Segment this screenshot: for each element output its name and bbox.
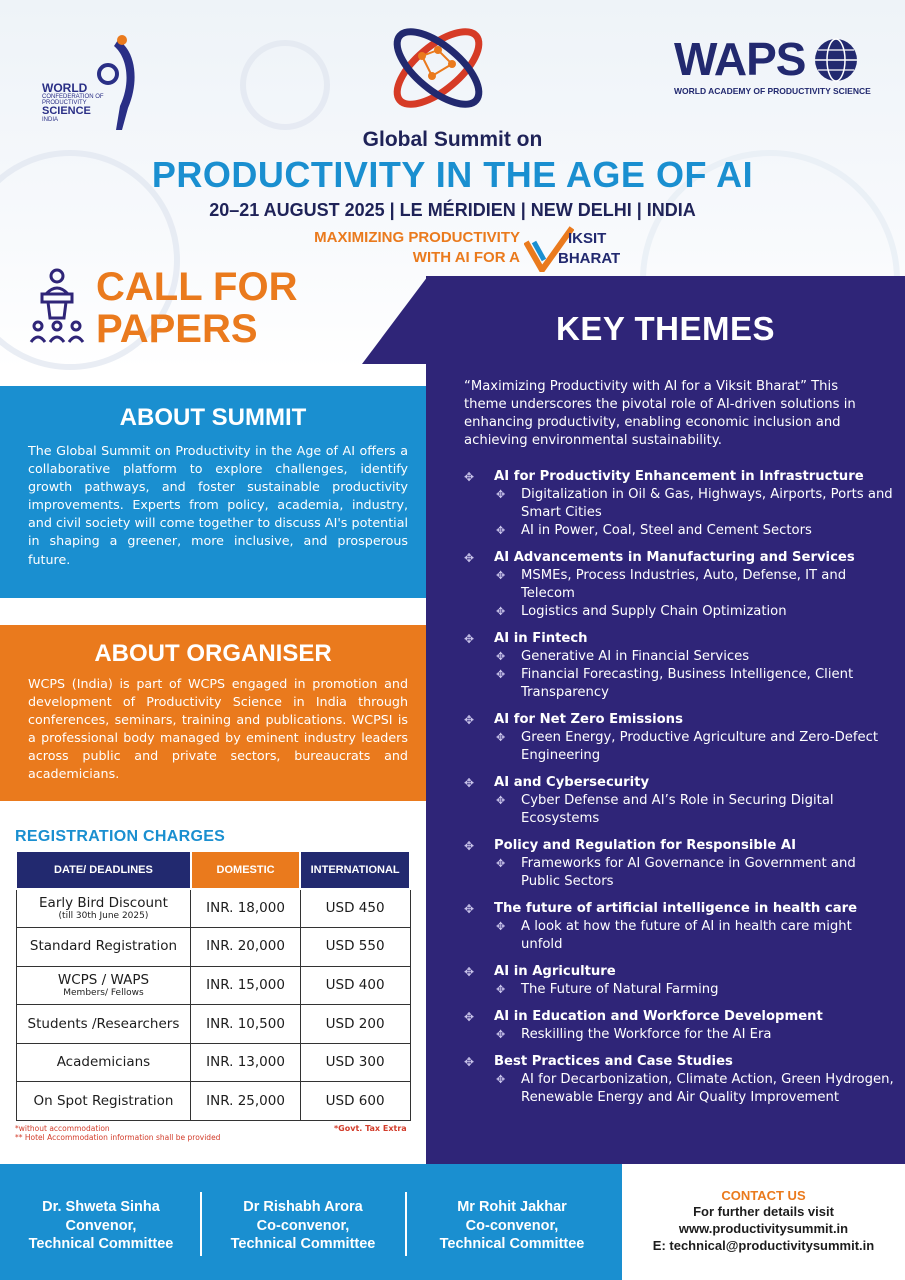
wcps-india: INDIA — [42, 117, 59, 123]
theme-subitem — [464, 486, 894, 522]
wcps-confederation: CONFEDERATION OF — [42, 94, 104, 100]
waps-name: WAPS — [674, 33, 806, 85]
theme-title — [464, 630, 894, 648]
row-note: Members/ Fellows — [63, 987, 144, 998]
diamond-bullet-icon: ✥ — [464, 713, 475, 727]
diamond-bullet-icon: ✥ — [496, 569, 506, 582]
row-international: USD 200 — [300, 1005, 410, 1044]
theme-subitem-text: AI in Power, Coal, Steel and Cement Sectors — [521, 523, 812, 538]
theme-title — [464, 963, 894, 981]
diamond-bullet-icon: ✥ — [464, 965, 475, 979]
theme-subitem — [464, 792, 894, 828]
footer-divider — [200, 1192, 202, 1256]
row-domestic: INR. 10,500 — [191, 1005, 300, 1044]
theme-subitem-text: MSMEs, Process Industries, Auto, Defense, IT and Telecom — [521, 568, 847, 601]
tax-note: *Govt. Tax Extra — [334, 1124, 407, 1133]
row-international: USD 400 — [300, 966, 410, 1005]
contact-line: For further details visit — [693, 1204, 834, 1219]
globe-icon — [812, 36, 860, 84]
theme-subitem-text: Frameworks for AI Governance in Government and Public Sectors — [521, 856, 856, 889]
registration-table — [15, 850, 411, 1121]
theme-subitem-text: The Future of Natural Farming — [521, 982, 719, 997]
member-committee: Technical Committee — [28, 1236, 174, 1252]
theme-title-text: AI for Net Zero Emissions — [494, 712, 683, 727]
decor-gear — [240, 40, 330, 130]
podium-speaker-icon — [28, 268, 86, 346]
row-international: USD 600 — [300, 1082, 410, 1121]
footer-divider — [405, 1192, 407, 1256]
row-label: On Spot Registration — [33, 1092, 174, 1109]
theme-subitem-text: Logistics and Supply Chain Optimization — [521, 604, 787, 619]
table-row — [16, 1005, 410, 1044]
theme-item — [464, 630, 894, 702]
viksit-bharat-logo — [524, 226, 634, 272]
theme-subitem-text: Green Energy, Productive Agriculture and Zero-Defect Engineering — [521, 730, 879, 763]
footnote-hotel: ** Hotel Accommodation information shall be provided — [15, 1133, 221, 1142]
member-role: Co-convenor, — [256, 1217, 350, 1234]
call-for-papers — [96, 266, 297, 350]
footnote-accommodation: *without accommodation — [15, 1124, 110, 1133]
theme-title — [464, 1053, 894, 1071]
row-domestic: INR. 25,000 — [191, 1082, 300, 1121]
theme-title-text: AI and Cybersecurity — [494, 775, 650, 790]
row-international: USD 450 — [300, 889, 410, 928]
contact-section — [622, 1164, 905, 1280]
row-label: Academicians — [56, 1054, 151, 1071]
theme-title — [464, 837, 894, 855]
diamond-bullet-icon: ✥ — [496, 920, 506, 933]
header-deadlines: DATE/ DEADLINES — [16, 851, 191, 889]
table-row — [16, 966, 410, 1005]
tagline-line2: WITH AI FOR A — [412, 249, 520, 266]
theme-subitem-text: Generative AI in Financial Services — [521, 649, 750, 664]
theme-subitem — [464, 855, 894, 891]
about-organiser-text: WCPS (India) is part of WCPS engaged in promotion and development of Productivity Science in India through conferences, seminars, training and publications. WCPSI is a professional body managed by eminent industry leaders across public and private sectors, bureaucrats and academicians. — [28, 676, 408, 782]
theme-title-text: AI in Fintech — [494, 631, 588, 646]
member-role: Convenor, — [65, 1217, 137, 1234]
theme-subitem — [464, 666, 894, 702]
date-venue: 20–21 AUGUST 2025 | LE MÉRIDIEN | NEW DELHI | INDIA — [209, 200, 696, 220]
wcps-logo-text — [42, 82, 104, 123]
waps-subtitle: WORLD ACADEMY OF PRODUCTIVITY SCIENCE — [674, 86, 871, 96]
wcps-productivity: PRODUCTIVITY — [42, 100, 87, 106]
diamond-bullet-icon: ✥ — [464, 1055, 475, 1069]
theme-subitem-text: Reskilling the Workforce for the AI Era — [521, 1027, 772, 1042]
registration-footnotes — [15, 1124, 220, 1142]
committee-member — [203, 1198, 403, 1254]
theme-title — [464, 1008, 894, 1026]
theme-subitem-text: A look at how the future of AI in health care might unfold — [521, 919, 852, 952]
row-label-cell — [16, 889, 191, 928]
key-themes-panel — [426, 276, 905, 1164]
diamond-bullet-icon: ✥ — [464, 470, 475, 484]
theme-subitem — [464, 603, 894, 621]
row-international: USD 300 — [300, 1043, 410, 1082]
about-organiser-section — [0, 625, 426, 801]
cfp-line2: PAPERS — [96, 307, 258, 351]
theme-title-text: AI in Education and Workforce Development — [494, 1009, 823, 1024]
row-domestic: INR. 20,000 — [191, 928, 300, 967]
theme-item — [464, 963, 894, 999]
theme-subitem-text: Digitalization in Oil & Gas, Highways, Airports, Ports and Smart Cities — [521, 487, 893, 520]
about-summit-title: ABOUT SUMMIT — [119, 404, 307, 431]
header-domestic: DOMESTIC — [191, 851, 300, 889]
theme-subitem — [464, 918, 894, 954]
member-role: Co-convenor, — [465, 1217, 559, 1234]
member-name: Mr Rohit Jakhar — [457, 1199, 567, 1215]
diamond-bullet-icon: ✥ — [464, 839, 475, 853]
row-domestic: INR. 18,000 — [191, 889, 300, 928]
theme-item — [464, 1053, 894, 1107]
email-link[interactable]: E: technical@productivitysummit.in — [652, 1238, 875, 1253]
member-name: Dr. Shweta Sinha — [42, 1199, 160, 1215]
theme-title — [464, 468, 894, 486]
theme-item — [464, 837, 894, 891]
theme-subitem-text: Cyber Defense and AI’s Role in Securing Digital Ecosystems — [521, 793, 834, 826]
footer-committee — [0, 1164, 622, 1280]
wcps-science: SCIENCE — [42, 105, 91, 117]
row-label-cell — [16, 1043, 191, 1082]
diamond-bullet-icon: ✥ — [464, 632, 475, 646]
row-domestic: INR. 15,000 — [191, 966, 300, 1005]
row-label: Students /Researchers — [27, 1015, 180, 1032]
table-row — [16, 889, 410, 928]
viksit-text: IKSIT — [568, 230, 607, 247]
theme-title-text: AI for Productivity Enhancement in Infrastructure — [494, 469, 864, 484]
diamond-bullet-icon: ✥ — [496, 1073, 506, 1086]
diamond-bullet-icon: ✥ — [464, 551, 475, 565]
row-label-cell — [16, 1005, 191, 1044]
theme-subitem — [464, 1026, 894, 1044]
contact-title: CONTACT US — [721, 1188, 806, 1203]
committee-member — [412, 1198, 612, 1254]
row-domestic: INR. 13,000 — [191, 1043, 300, 1082]
header-international: INTERNATIONAL — [300, 851, 410, 889]
theme-title — [464, 774, 894, 792]
theme-title — [464, 549, 894, 567]
about-summit-text: The Global Summit on Productivity in the Age of AI offers a collaborative platform to explore challenges, identify growth pathways, and foster sustainable productivity improvements. Experts from policy, academia, industry, and civil society will come together to discuss AI's potential in shaping a greener, more inclusive, and prosperous future. — [28, 443, 408, 567]
summit-logo-icon — [382, 14, 494, 122]
member-committee: Technical Committee — [439, 1236, 585, 1252]
row-international: USD 550 — [300, 928, 410, 967]
theme-item — [464, 549, 894, 621]
diamond-bullet-icon: ✥ — [496, 794, 506, 807]
diamond-bullet-icon: ✥ — [496, 668, 506, 681]
theme-item — [464, 468, 894, 540]
diamond-bullet-icon: ✥ — [496, 983, 506, 996]
bharat-text: BHARAT — [558, 250, 621, 267]
row-label-cell — [16, 966, 191, 1005]
diamond-bullet-icon: ✥ — [496, 1028, 506, 1041]
diamond-bullet-icon: ✥ — [496, 488, 506, 501]
theme-subitem — [464, 648, 894, 666]
row-label: Standard Registration — [29, 938, 178, 955]
key-themes-intro: “Maximizing Productivity with AI for a Viksit Bharat” This theme underscores the pivotal role of AI-driven solutions in enhancing productivity, enabling economic inclusion and achieving environmental sustainability. — [464, 379, 856, 448]
theme-title-text: Policy and Regulation for Responsible AI — [494, 838, 797, 853]
row-label: Early Bird Discount — [39, 895, 168, 912]
theme-item — [464, 900, 894, 954]
about-summit-section — [0, 386, 426, 598]
row-label: WCPS / WAPS — [57, 971, 150, 988]
table-row — [16, 1082, 410, 1121]
member-committee: Technical Committee — [230, 1236, 376, 1252]
theme-subitem — [464, 522, 894, 540]
summit-title: PRODUCTIVITY IN THE AGE OF AI — [151, 154, 754, 195]
committee-member — [1, 1198, 201, 1254]
diamond-bullet-icon: ✥ — [496, 650, 506, 663]
theme-list — [464, 468, 894, 1116]
theme-title-text: Best Practices and Case Studies — [494, 1054, 733, 1069]
website-link[interactable]: www.productivitysummit.in — [678, 1221, 849, 1236]
theme-title-text: AI Advancements in Manufacturing and Services — [494, 550, 855, 565]
row-note: (till 30th June 2025) — [58, 911, 149, 922]
theme-item — [464, 774, 894, 828]
diamond-bullet-icon: ✥ — [464, 1010, 475, 1024]
theme-title-text: AI in Agriculture — [494, 964, 616, 979]
theme-subitem-text: AI for Decarbonization, Climate Action, Green Hydrogen, Renewable Energy and Air Quality Improvement — [521, 1072, 894, 1105]
theme-item — [464, 1008, 894, 1044]
theme-subitem — [464, 729, 894, 765]
theme-subitem — [464, 981, 894, 999]
diamond-bullet-icon: ✥ — [496, 605, 506, 618]
cfp-line1: CALL FOR — [96, 265, 298, 309]
row-label-cell — [16, 1082, 191, 1121]
registration-title: REGISTRATION CHARGES — [15, 828, 226, 845]
theme-subitem-text: Financial Forecasting, Business Intelligence, Client Transparency — [521, 667, 854, 700]
about-organiser-title: ABOUT ORGANISER — [94, 640, 332, 667]
diamond-bullet-icon: ✥ — [496, 524, 506, 537]
wcps-world: WORLD — [42, 81, 88, 95]
tagline-line1: MAXIMIZING PRODUCTIVITY — [314, 229, 520, 246]
summit-prefix: Global Summit on — [362, 128, 543, 151]
row-label-cell — [16, 928, 191, 967]
diamond-bullet-icon: ✥ — [496, 731, 506, 744]
theme-subitem — [464, 1071, 894, 1107]
member-name: Dr Rishabh Arora — [243, 1199, 363, 1215]
theme-title-text: The future of artificial intelligence in health care — [494, 901, 858, 916]
table-row — [16, 1043, 410, 1082]
theme-item — [464, 711, 894, 765]
table-row — [16, 928, 410, 967]
theme-title — [464, 900, 894, 918]
diamond-bullet-icon: ✥ — [496, 857, 506, 870]
theme-subitem — [464, 567, 894, 603]
key-themes-title: KEY THEMES — [556, 310, 775, 347]
diamond-bullet-icon: ✥ — [464, 776, 475, 790]
diamond-bullet-icon: ✥ — [464, 902, 475, 916]
tagline — [270, 228, 520, 268]
theme-title — [464, 711, 894, 729]
